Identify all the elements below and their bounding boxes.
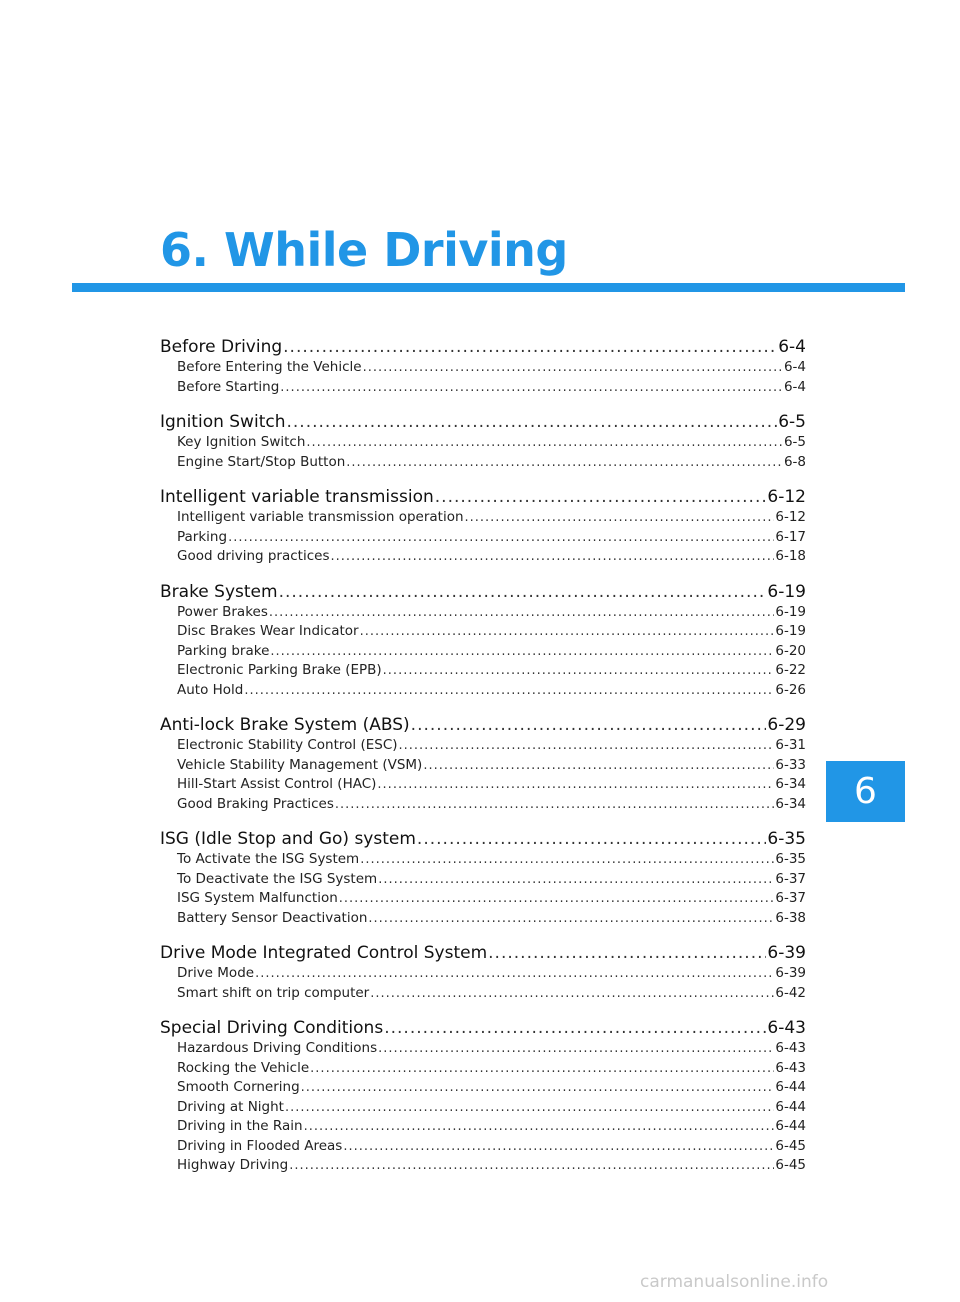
toc-item-title: Good driving practices [177,548,330,564]
toc-item-page: 6-44 [775,1079,806,1095]
toc-item[interactable] [160,1156,806,1176]
toc-item-page: 6-35 [775,851,806,867]
dot-leader [377,775,774,795]
toc-section-page: 6-29 [767,715,806,735]
toc-item-page: 6-26 [775,681,806,698]
toc-section-title: ISG (Idle Stop and Go) system [160,829,416,849]
dot-leader [244,681,774,701]
toc-item-title: Driving at Night [177,1098,284,1115]
section-gap [160,1003,806,1017]
toc-item[interactable] [160,528,806,548]
toc-item-page: 6-22 [775,662,806,678]
dot-leader [289,1156,774,1176]
dot-leader [435,486,767,508]
toc-item-page: 6-18 [775,548,806,564]
toc-item-title: To Activate the ISG System [177,851,360,867]
toc-section-page: 6-35 [767,829,806,849]
toc-item-page: 6-39 [775,965,806,981]
dot-leader [399,736,775,756]
toc-item-page: 6-37 [775,870,806,887]
toc-section-title: Drive Mode Integrated Control System [160,943,488,963]
toc-item-title: Battery Sensor Deactivation [177,909,368,926]
toc-section-page: 6-4 [778,337,806,357]
toc-item[interactable] [160,661,806,681]
toc-item-page: 6-20 [775,642,806,659]
toc-item-title: Key Ignition Switch [177,434,306,450]
dot-leader [304,1117,775,1137]
toc-item-title: Parking brake [177,642,270,659]
dot-leader [384,1017,766,1039]
dot-leader [465,508,775,528]
toc-item[interactable] [160,508,806,528]
toc-item-title: Electronic Parking Brake (EPB) [177,662,382,678]
dot-leader [411,714,767,736]
toc-item[interactable] [160,756,806,776]
dot-leader [346,453,783,473]
toc-item[interactable] [160,547,806,567]
toc-item[interactable] [160,850,806,870]
dot-leader [360,622,775,642]
toc-item[interactable] [160,775,806,795]
toc-item-title: Drive Mode [177,965,255,981]
toc-item-title: Disc Brakes Wear Indicator [177,623,359,639]
dot-leader [286,411,777,433]
toc-item[interactable] [160,603,806,623]
dot-leader [343,1137,774,1157]
toc-section-page: 6-12 [767,487,806,507]
toc-item[interactable] [160,1059,806,1079]
toc-item-title: Good Braking Practices [177,795,334,812]
dot-leader [339,889,775,909]
toc-item-page: 6-38 [775,909,806,926]
dot-leader [283,336,777,358]
toc-item[interactable] [160,622,806,642]
toc-section[interactable] [160,411,806,433]
toc-item-page: 6-17 [775,528,806,545]
toc-section-title: Brake System [160,581,278,602]
dot-leader [270,642,774,662]
toc-item-title: Before Starting [177,378,280,395]
section-gap [160,814,806,828]
toc-section-title: Ignition Switch [160,412,286,432]
toc-item-page: 6-34 [775,795,806,812]
section-gap [160,700,806,714]
toc-item-title: Vehicle Stability Management (VSM) [177,756,423,773]
toc-item[interactable] [160,378,806,398]
dot-leader [370,984,774,1004]
toc-section[interactable] [160,581,806,603]
toc-item-page: 6-19 [775,603,806,620]
dot-leader [331,547,775,567]
dot-leader [363,358,783,378]
toc-item-page: 6-12 [775,509,806,525]
toc-item[interactable] [160,736,806,756]
toc-item-page: 6-8 [783,453,806,470]
toc-item-page: 6-42 [775,984,806,1001]
toc-item-page: 6-5 [783,434,806,450]
toc-item-title: Smooth Cornering [177,1079,300,1095]
section-gap [160,567,806,581]
dot-leader [301,1078,775,1098]
toc-item[interactable] [160,453,806,473]
dot-leader [279,581,767,603]
toc-item-page: 6-44 [775,1118,806,1134]
toc-section-page: 6-43 [767,1018,806,1038]
toc-item-title: Intelligent variable transmission operation [177,509,464,525]
toc-item[interactable] [160,889,806,909]
toc-section[interactable] [160,714,806,736]
toc-item-title: Power Brakes [177,603,268,620]
toc-item-title: Parking [177,528,228,545]
toc-item[interactable] [160,358,806,378]
toc-section-title: Anti-lock Brake System (ABS) [160,715,410,735]
dot-leader [335,795,774,815]
toc-item[interactable] [160,964,806,984]
dot-leader [255,964,774,984]
toc-item-title: Electronic Stability Control (ESC) [177,737,398,753]
toc-item-title: Rocking the Vehicle [177,1059,310,1076]
section-gap [160,397,806,411]
dot-leader [228,528,774,548]
dot-leader [383,661,775,681]
toc-section-page: 6-39 [767,943,806,963]
toc-section-page: 6-5 [778,412,806,432]
chapter-tab [826,761,905,822]
toc-section-title: Before Driving [160,337,283,357]
toc-item[interactable] [160,1039,806,1059]
dot-leader [310,1059,774,1079]
table-of-contents [160,336,806,1176]
watermark: carmanualsonline.info [640,1272,829,1292]
toc-item[interactable] [160,909,806,929]
toc-item-page: 6-43 [775,1059,806,1076]
toc-item-page: 6-34 [775,776,806,792]
toc-item[interactable] [160,795,806,815]
dot-leader [488,942,766,964]
toc-item-page: 6-44 [775,1098,806,1115]
toc-item-page: 6-45 [775,1157,806,1173]
toc-item[interactable] [160,681,806,701]
toc-item-title: To Deactivate the ISG System [177,870,378,887]
title-rule [72,283,905,292]
toc-item-title: Before Entering the Vehicle [177,359,362,375]
toc-item-page: 6-4 [783,359,806,375]
dot-leader [417,828,766,850]
toc-section[interactable] [160,942,806,964]
toc-item-page: 6-33 [775,756,806,773]
toc-section[interactable] [160,486,806,508]
toc-item[interactable] [160,984,806,1004]
dot-leader [378,1039,774,1059]
dot-leader [368,909,774,929]
section-gap [160,928,806,942]
toc-item-page: 6-37 [775,890,806,906]
section-gap [160,472,806,486]
chapter-title: 6. While Driving [160,223,568,277]
chapter-tab-number: 6 [854,771,877,812]
toc-item-title: Driving in Flooded Areas [177,1137,343,1154]
toc-item[interactable] [160,433,806,453]
toc-item-title: Highway Driving [177,1157,289,1173]
toc-item[interactable] [160,1137,806,1157]
dot-leader [378,870,774,890]
toc-item-page: 6-43 [775,1040,806,1056]
toc-item-title: Hazardous Driving Conditions [177,1040,378,1056]
toc-item-page: 6-31 [775,737,806,753]
dot-leader [360,850,774,870]
toc-item-title: ISG System Malfunction [177,890,338,906]
toc-section[interactable] [160,828,806,850]
toc-item-title: Engine Start/Stop Button [177,453,346,470]
toc-section[interactable] [160,1017,806,1039]
dot-leader [280,378,783,398]
toc-section-title: Intelligent variable transmission [160,487,434,507]
toc-item-page: 6-19 [775,623,806,639]
toc-item[interactable] [160,642,806,662]
toc-item-page: 6-45 [775,1137,806,1154]
toc-item[interactable] [160,1078,806,1098]
toc-item-title: Driving in the Rain [177,1118,303,1134]
dot-leader [306,433,783,453]
toc-item[interactable] [160,1098,806,1118]
toc-item-title: Smart shift on trip computer [177,984,370,1001]
toc-item[interactable] [160,1117,806,1137]
toc-section-page: 6-19 [767,581,806,602]
dot-leader [285,1098,774,1118]
toc-item[interactable] [160,870,806,890]
toc-section[interactable] [160,336,806,358]
toc-section-title: Special Driving Conditions [160,1018,384,1038]
toc-item-page: 6-4 [783,378,806,395]
dot-leader [423,756,774,776]
toc-item-title: Auto Hold [177,681,244,698]
toc-item-title: Hill-Start Assist Control (HAC) [177,776,377,792]
dot-leader [269,603,774,623]
